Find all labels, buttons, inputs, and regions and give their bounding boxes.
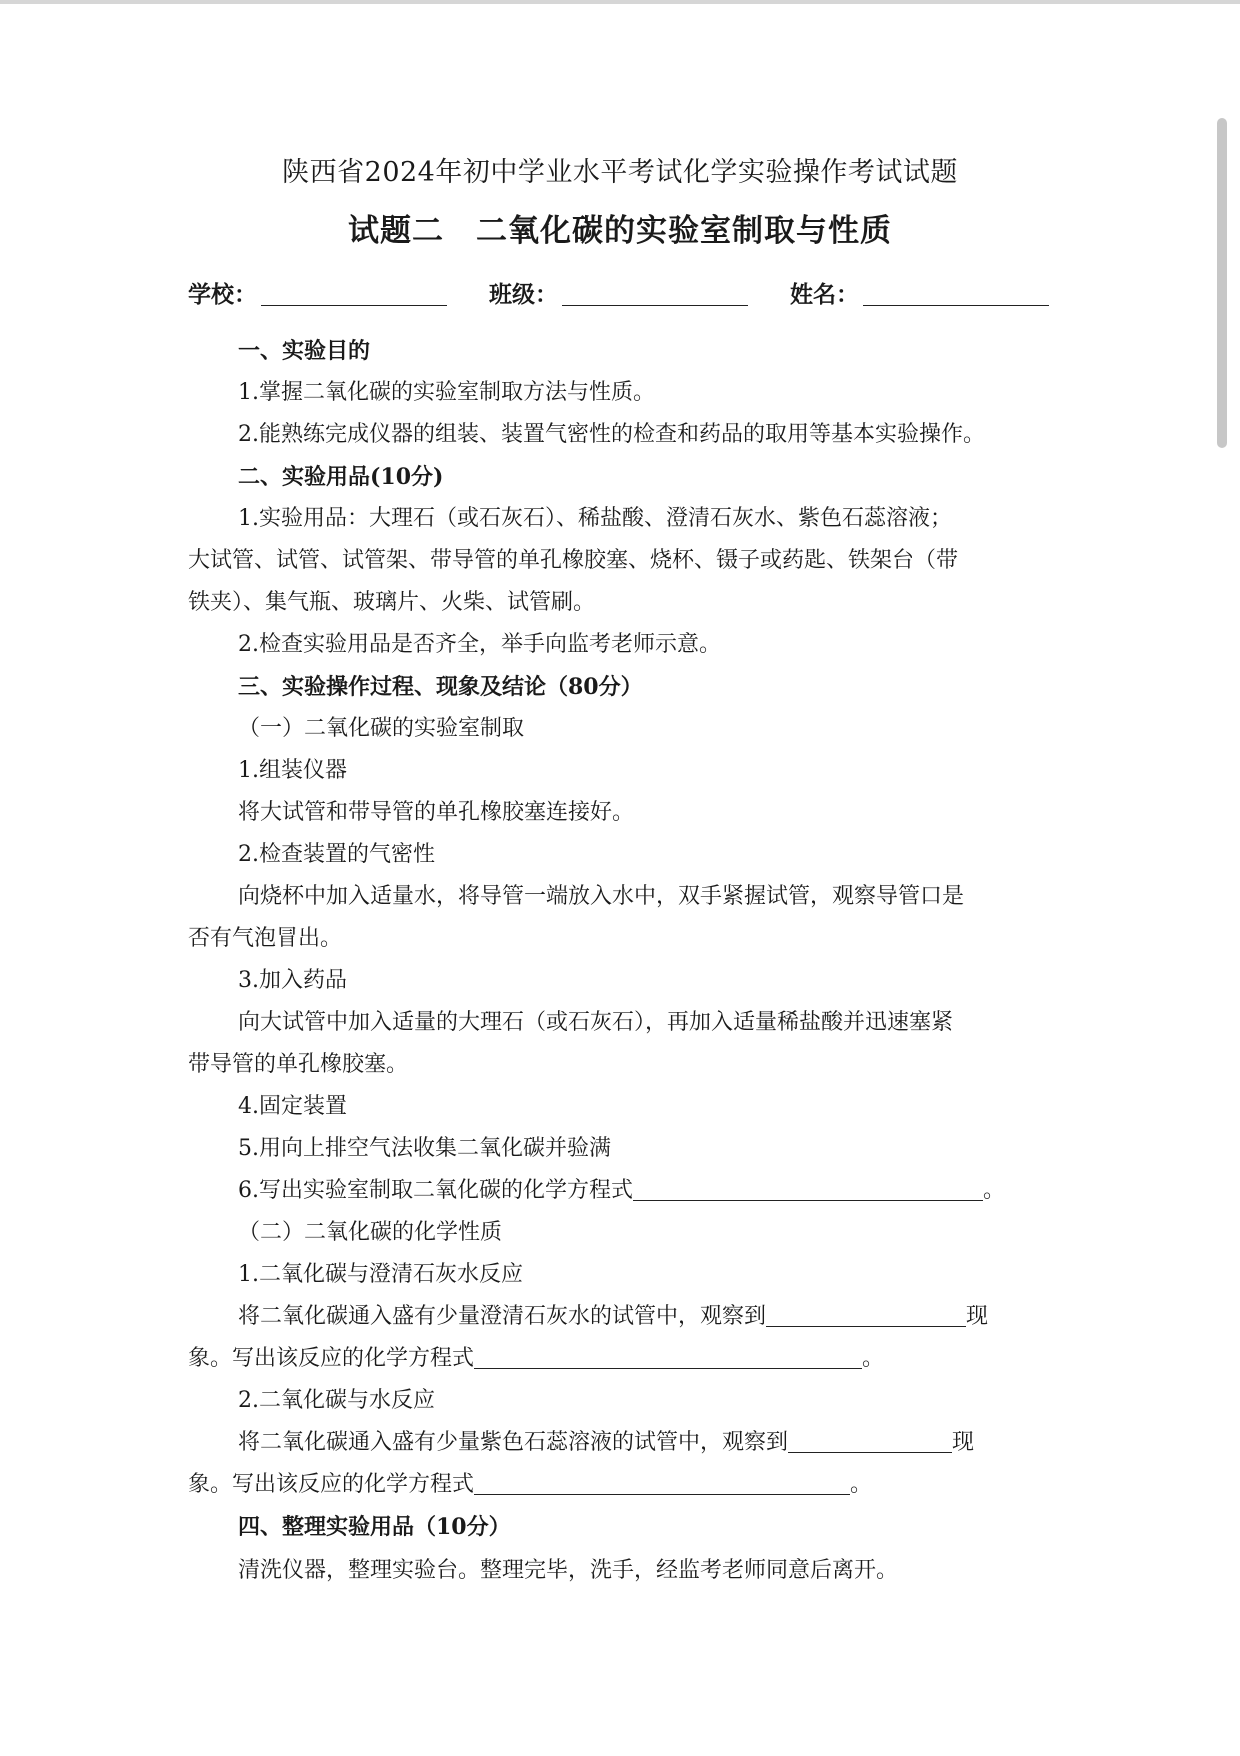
period: 。 [850,1472,873,1497]
property-2-title: 2.二氧化碳与水反应 [238,1388,435,1413]
property-1-text: 将二氧化碳通入盛有少量澄清石灰水的试管中，观察到 [238,1304,767,1329]
page-title: 陕西省2024年初中学业水平考试化学实验操作考试试题 [282,157,958,188]
section-3-part-2: （二）二氧化碳的化学性质 [238,1220,503,1245]
section-3-heading: 三、实验操作过程、现象及结论（80分） [238,674,643,700]
equation-blank-3[interactable] [474,1472,850,1495]
period: 。 [862,1346,885,1371]
observation-blank-2[interactable] [788,1430,952,1453]
section-1-heading: 一、实验目的 [238,338,371,364]
school-label: 学校： [188,281,257,308]
class-field[interactable] [489,276,748,309]
equation-blank-1[interactable] [633,1178,983,1201]
student-info-fields [188,276,1048,309]
subtitle-text: 二氧化碳的实验室制取与性质 [476,213,892,249]
property-1-tail: 现 [966,1304,989,1329]
property-1-line-2 [188,1344,884,1374]
property-2-equation-text: 象。写出该反应的化学方程式 [188,1472,475,1497]
name-blank[interactable] [863,283,1049,306]
step-2-title: 2.检查装置的气密性 [238,842,435,867]
section-3-part-1: （一）二氧化碳的实验室制取 [238,716,525,741]
step-3-title: 3.加入药品 [238,968,347,993]
school-field[interactable] [188,276,447,309]
step-5-title: 5.用向上排空气法收集二氧化碳并验满 [238,1136,611,1161]
class-blank[interactable] [562,283,748,306]
class-label: 班级： [489,281,559,308]
step-2-text-line-2: 否有气泡冒出。 [188,926,343,951]
period: 。 [983,1178,1006,1203]
section-1-item-1: 1.掌握二氧化碳的实验室制取方法与性质。 [238,380,655,405]
section-4-heading: 四、整理实验用品（10分） [238,1514,511,1540]
property-2-text: 将二氧化碳通入盛有少量紫色石蕊溶液的试管中，观察到 [238,1430,789,1455]
step-3-text-line-2: 带导管的单孔橡胶塞。 [188,1052,409,1077]
viewer-top-bar [0,0,1240,4]
name-field[interactable] [790,276,1049,309]
school-blank[interactable] [261,283,447,306]
step-1-text: 将大试管和带导管的单孔橡胶塞连接好。 [238,800,635,825]
section-2-item-1-line-1: 1.实验用品：大理石（或石灰石）、稀盐酸、澄清石灰水、紫色石蕊溶液； [238,506,952,531]
name-label: 姓名： [790,281,860,308]
section-2-heading: 二、实验用品(10分) [238,464,444,490]
section-1-item-2: 2.能熟练完成仪器的组装、装置气密性的检查和药品的取用等基本实验操作。 [238,422,985,447]
page-subtitle [0,205,1240,250]
subtitle-number: 试题二 [348,213,444,249]
section-2-item-2: 2.检查实验用品是否齐全，举手向监考老师示意。 [238,632,721,657]
property-2-line-1 [238,1428,974,1458]
property-1-title: 1.二氧化碳与澄清石灰水反应 [238,1262,523,1287]
section-4-text: 清洗仪器，整理实验台。整理完毕，洗手，经监考老师同意后离开。 [238,1558,899,1583]
property-2-tail: 现 [952,1430,975,1455]
section-2-item-1-line-2: 大试管、试管、试管架、带导管的单孔橡胶塞、烧杯、镊子或药匙、铁架台（带 [188,548,959,573]
step-2-text-line-1: 向烧杯中加入适量水，将导管一端放入水中，双手紧握试管，观察导管口是 [238,884,965,909]
observation-blank-1[interactable] [766,1304,966,1327]
step-1-title: 1.组装仪器 [238,758,347,783]
step-4-title: 4.固定装置 [238,1094,347,1119]
step-3-text-line-1: 向大试管中加入适量的大理石（或石灰石），再加入适量稀盐酸并迅速塞紧 [238,1010,954,1035]
property-2-line-2 [188,1470,872,1500]
step-6-line [238,1176,1005,1206]
equation-blank-2[interactable] [474,1346,862,1369]
step-6-text: 6.写出实验室制取二氧化碳的化学方程式 [238,1178,633,1203]
property-1-line-1 [238,1302,988,1332]
section-2-item-1-line-3: 铁夹）、集气瓶、玻璃片、火柴、试管刷。 [188,590,596,615]
property-1-equation-text: 象。写出该反应的化学方程式 [188,1346,475,1371]
